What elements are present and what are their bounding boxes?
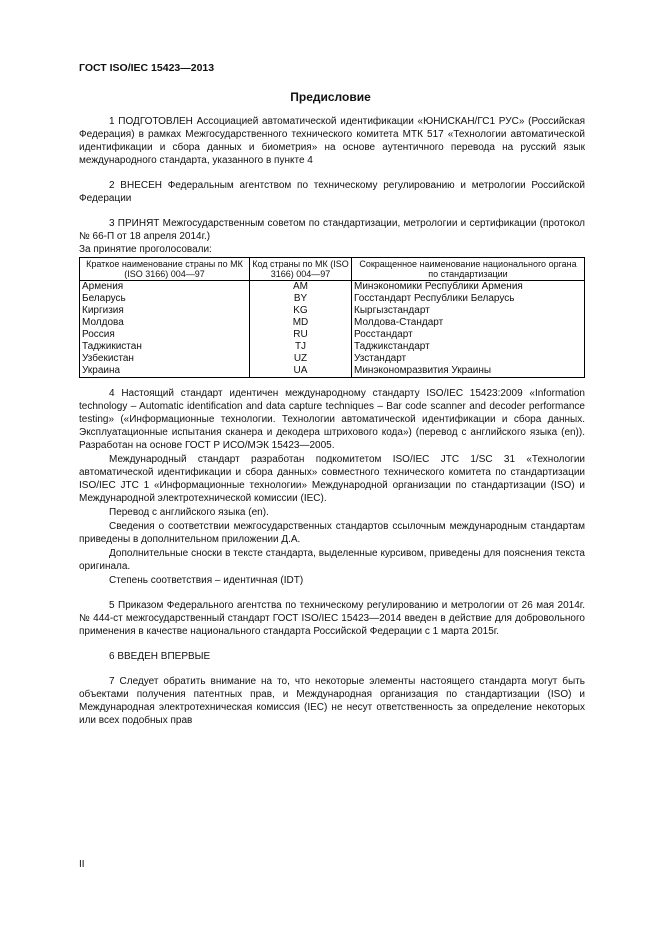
paragraph-5: 5 Приказом Федерального агентства по техническому регулированию и метрологии от 26 мая 2014г. № 444-ст межгосударственный стандарт ГОСТ ISO/IEC 15423—2014 введен в действие для добровольного применения в качестве национального стандарта Российской Федерации с 1 марта 2015г. (79, 600, 585, 637)
paragraph-4-footnotes: Дополнительные сноски в тексте стандарта, выделенные курсивом, приведены для пояснения текста оригинала. (79, 548, 585, 572)
cell-code: KG (250, 305, 352, 317)
cell-code: UZ (250, 353, 352, 365)
cell-code: MD (250, 317, 352, 329)
page-title: Предисловие (290, 90, 371, 104)
table-row (80, 329, 585, 341)
cell-country: Беларусь (80, 293, 250, 305)
column-header-code: Код страны по МК (ISO 3166) 004—97 (250, 258, 352, 281)
cell-body: Госстандарт Республики Беларусь (352, 293, 585, 305)
paragraph-6: 6 ВВЕДЕН ВПЕРВЫЕ (109, 651, 211, 662)
cell-country: Молдова (80, 317, 250, 329)
column-header-country: Краткое наименование страны по МК (ISO 3166) 004—97 (80, 258, 250, 281)
page-number: II (79, 859, 85, 870)
table-row (80, 281, 585, 294)
voting-countries-table (79, 257, 585, 378)
cell-body: Росстандарт (352, 329, 585, 341)
foreword-body (79, 115, 585, 727)
table-row (80, 353, 585, 365)
cell-code: BY (250, 293, 352, 305)
paragraph-1: 1 ПОДГОТОВЛЕН Ассоциацией автоматической идентификации «ЮНИСКАН/ГС1 РУС» (Российская Федерация) в рамках Межгосударственного технического комитета МТК 517 «Технологии автоматической идентификации и сбора данных и биометрия» на основе аутентичного перевода на русский язык международного стандарта, указанного в пункте 4 (79, 116, 585, 166)
cell-body: Минэкономразвития Украины (352, 365, 585, 378)
cell-body: Молдова-Стандарт (352, 317, 585, 329)
cell-country: Таджикистан (80, 341, 250, 353)
table-row (80, 317, 585, 329)
cell-body: Минэкономики Республики Армения (352, 281, 585, 294)
cell-country: Украина (80, 365, 250, 378)
paragraph-3: 3 ПРИНЯТ Межгосударственным советом по стандартизации, метрологии и сертификации (протокол № 66-П от 18 апреля 2014г.) (79, 218, 585, 242)
cell-body: Узстандарт (352, 353, 585, 365)
paragraph-7: 7 Следует обратить внимание на то, что некоторые элементы настоящего стандарта могут быть объектами получения патентных прав, и Международная организация по стандартизации (ISO) и Международная электротехническая комиссия (IEC) не несут ответственность за определение некоторых или всех подобных прав (79, 676, 585, 726)
paragraph-4: 4 Настоящий стандарт идентичен международному стандарту ISO/IEC 15423:2009 «Information technology – Automatic identification and data capture techniques – Bar code scanner and decoder performance testing» («Информационные технологии. Технологии автоматической идентификации и сбора данных. Эксплуатационные испытания сканера и декодера штрихового кода») (перевод с английского языка (en)). Разработан на основе ГОСТ Р ИСО/МЭК 15423—2005. (79, 388, 585, 451)
cell-code: UA (250, 365, 352, 378)
cell-code: AM (250, 281, 352, 294)
paragraph-4-references: Сведения о соответствии межгосударственных стандартов ссылочным международным стандартам приведены в дополнительном приложении Д.А. (79, 521, 585, 545)
paragraph-4-translation: Перевод с английского языка (en). (109, 507, 269, 518)
paragraph-2: 2 ВНЕСЕН Федеральным агентством по техническому регулированию и метрологии Российской Федерации (79, 180, 585, 204)
column-header-body: Сокращенное наименование национального органа по стандартизации (352, 258, 585, 281)
document-code: ГОСТ ISO/IEC 15423—2013 (79, 62, 215, 74)
paragraph-4-developer: Международный стандарт разработан подкомитетом ISO/IEC JTC 1/SC 31 «Технологии автоматической идентификации и сбора данных» совместного технического комитета по стандартизации ISO/IEC JTC 1 «Информационные технологии» Международной организации по стандартизации (ISO) и Международной электротехнической комиссии (IEC). (79, 454, 585, 504)
cell-code: TJ (250, 341, 352, 353)
table-row (80, 305, 585, 317)
cell-code: RU (250, 329, 352, 341)
table-row (80, 341, 585, 353)
cell-country: Узбекистан (80, 353, 250, 365)
cell-body: Кыргызстандарт (352, 305, 585, 317)
table-row (80, 365, 585, 378)
cell-country: Россия (80, 329, 250, 341)
table-header-row (80, 258, 585, 281)
cell-body: Таджикстандарт (352, 341, 585, 353)
table-caption: За принятие проголосовали: (79, 244, 212, 255)
paragraph-4-conformity: Степень соответствия – идентичная (IDT) (109, 575, 304, 586)
cell-country: Армения (80, 281, 250, 294)
table-row (80, 293, 585, 305)
cell-country: Киргизия (80, 305, 250, 317)
